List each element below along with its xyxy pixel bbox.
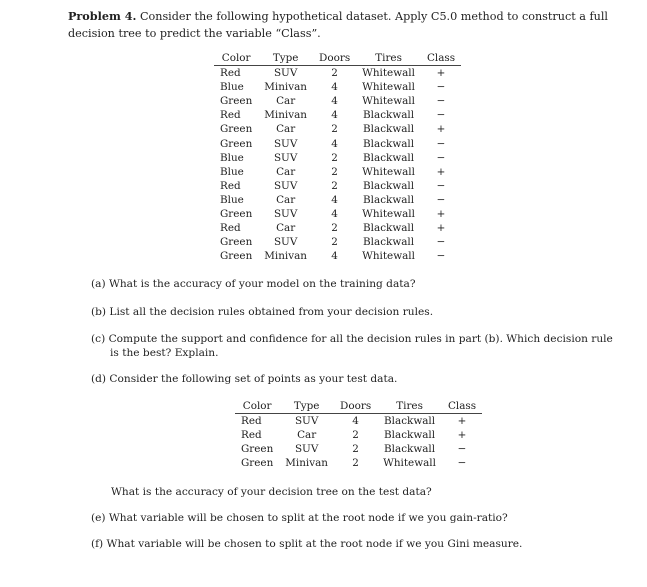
training-table: [214, 51, 461, 263]
cell-doors: 2: [352, 429, 359, 442]
cell-class: +: [436, 165, 446, 178]
header-class: Class: [426, 52, 456, 64]
question-c-line2: is the best? Explain.: [110, 347, 219, 359]
question-f: (f) What variable will be chosen to split at the root node if we you Gini measure.: [91, 538, 523, 550]
cell-type: SUV: [273, 137, 298, 150]
table-row: [235, 456, 482, 470]
table-row: [214, 179, 461, 193]
test-table-body: [235, 414, 482, 471]
cell-type: SUV: [294, 443, 319, 456]
cell-type: SUV: [273, 151, 298, 164]
table-row: [235, 442, 482, 456]
training-table-wrapper: [214, 51, 461, 263]
table-row: [235, 414, 482, 429]
cell-tires: Blackwall: [363, 109, 415, 122]
cell-type: SUV: [273, 236, 298, 249]
cell-type: Minivan: [264, 109, 308, 122]
cell-tires: Blackwall: [384, 443, 436, 456]
cell-color: Green: [220, 95, 253, 108]
cell-color: Green: [220, 123, 253, 136]
header-tires: Tires: [375, 52, 402, 64]
test-table-wrapper: [235, 399, 482, 470]
cell-doors: 2: [331, 151, 338, 164]
cell-type: Car: [276, 123, 296, 136]
table-row: [214, 137, 461, 151]
cell-tires: Blackwall: [363, 222, 415, 235]
cell-doors: 2: [331, 222, 338, 235]
cell-tires: Whitewall: [362, 95, 415, 108]
cell-tires: Blackwall: [363, 151, 415, 164]
problem-text: Consider the following hypothetical dataset. Apply C5.0 method to construct a full decision tree to predict the variable “Class”.: [68, 10, 608, 40]
header-type: Type: [293, 400, 320, 412]
table-row: [214, 249, 461, 263]
cell-type: Car: [276, 193, 296, 206]
question-c-line1: (c) Compute the support and confidence for all the decision rules in part (b). Which decision rule: [91, 333, 613, 345]
cell-class: −: [436, 109, 446, 122]
cell-class: +: [436, 222, 446, 235]
header-color: Color: [242, 400, 272, 412]
training-table-header: [214, 51, 461, 66]
cell-tires: Whitewall: [362, 67, 415, 80]
header-doors: Doors: [319, 52, 351, 64]
cell-tires: Blackwall: [363, 123, 415, 136]
question-b: (b) List all the decision rules obtained from your decision rules.: [91, 306, 434, 318]
cell-type: Minivan: [264, 81, 308, 94]
test-table-header: [235, 399, 482, 414]
cell-tires: Whitewall: [362, 250, 415, 263]
cell-doors: 4: [331, 208, 338, 221]
cell-doors: 2: [352, 443, 359, 456]
table-row: [214, 165, 461, 179]
cell-type: Car: [276, 165, 296, 178]
cell-color: Green: [220, 137, 253, 150]
question-a: (a) What is the accuracy of your model on the training data?: [91, 278, 416, 290]
table-row: [214, 94, 461, 108]
header-class: Class: [447, 400, 477, 412]
cell-tires: Whitewall: [362, 165, 415, 178]
cell-class: −: [436, 193, 446, 206]
cell-color: Red: [220, 67, 241, 80]
cell-color: Blue: [220, 165, 244, 178]
cell-type: SUV: [294, 415, 319, 428]
cell-doors: 4: [331, 81, 338, 94]
cell-class: −: [436, 81, 446, 94]
cell-doors: 4: [331, 193, 338, 206]
cell-tires: Whitewall: [362, 208, 415, 221]
question-e: (e) What variable will be chosen to split at the root node if we you gain-ratio?: [91, 512, 508, 524]
problem-statement: [68, 8, 628, 42]
cell-tires: Whitewall: [362, 81, 415, 94]
training-table-body: [214, 66, 461, 264]
cell-doors: 2: [331, 67, 338, 80]
table-row: [214, 235, 461, 249]
problem-label: Problem 4.: [68, 9, 137, 23]
cell-color: Red: [241, 429, 262, 442]
table-row: [214, 80, 461, 94]
cell-tires: Blackwall: [384, 429, 436, 442]
cell-color: Green: [220, 236, 253, 249]
cell-class: −: [436, 250, 446, 263]
cell-color: Green: [220, 250, 253, 263]
cell-color: Green: [220, 208, 253, 221]
cell-type: Minivan: [285, 457, 329, 470]
question-d-followup: What is the accuracy of your decision tree on the test data?: [111, 486, 432, 498]
cell-tires: Blackwall: [363, 193, 415, 206]
cell-type: Car: [276, 95, 296, 108]
cell-type: Car: [276, 222, 296, 235]
table-row: [214, 66, 461, 81]
cell-class: −: [436, 151, 446, 164]
cell-class: −: [457, 443, 467, 456]
test-table: [235, 399, 482, 470]
cell-class: −: [436, 137, 446, 150]
header-doors: Doors: [340, 400, 372, 412]
cell-color: Blue: [220, 151, 244, 164]
table-row: [235, 428, 482, 442]
table-row: [214, 221, 461, 235]
cell-tires: Whitewall: [383, 457, 436, 470]
cell-color: Red: [220, 179, 241, 192]
table-row: [214, 108, 461, 122]
cell-type: SUV: [273, 179, 298, 192]
cell-color: Blue: [220, 193, 244, 206]
cell-class: +: [436, 123, 446, 136]
cell-doors: 2: [331, 236, 338, 249]
cell-color: Red: [220, 222, 241, 235]
cell-type: SUV: [273, 67, 298, 80]
cell-color: Blue: [220, 81, 244, 94]
table-row: [214, 193, 461, 207]
cell-doors: 4: [331, 137, 338, 150]
cell-color: Green: [241, 443, 274, 456]
cell-doors: 4: [331, 250, 338, 263]
cell-tires: Blackwall: [363, 179, 415, 192]
question-d: (d) Consider the following set of points as your test data.: [91, 373, 398, 385]
table-row: [214, 151, 461, 165]
header-type: Type: [272, 52, 299, 64]
cell-class: −: [436, 179, 446, 192]
cell-doors: 2: [331, 165, 338, 178]
cell-doors: 2: [352, 457, 359, 470]
cell-class: −: [436, 95, 446, 108]
cell-color: Red: [241, 415, 262, 428]
cell-class: −: [457, 457, 467, 470]
cell-class: +: [436, 67, 446, 80]
cell-doors: 4: [352, 415, 359, 428]
cell-type: SUV: [273, 208, 298, 221]
cell-type: Car: [297, 429, 317, 442]
cell-type: Minivan: [264, 250, 308, 263]
cell-tires: Blackwall: [384, 415, 436, 428]
cell-doors: 2: [331, 179, 338, 192]
table-row: [214, 122, 461, 136]
cell-class: +: [436, 208, 446, 221]
cell-color: Green: [241, 457, 274, 470]
cell-color: Red: [220, 109, 241, 122]
cell-doors: 2: [331, 123, 338, 136]
header-tires: Tires: [396, 400, 423, 412]
header-color: Color: [221, 52, 251, 64]
table-row: [214, 207, 461, 221]
cell-doors: 4: [331, 109, 338, 122]
cell-tires: Blackwall: [363, 137, 415, 150]
cell-class: −: [436, 236, 446, 249]
cell-class: +: [457, 429, 467, 442]
cell-tires: Blackwall: [363, 236, 415, 249]
cell-class: +: [457, 415, 467, 428]
cell-doors: 4: [331, 95, 338, 108]
